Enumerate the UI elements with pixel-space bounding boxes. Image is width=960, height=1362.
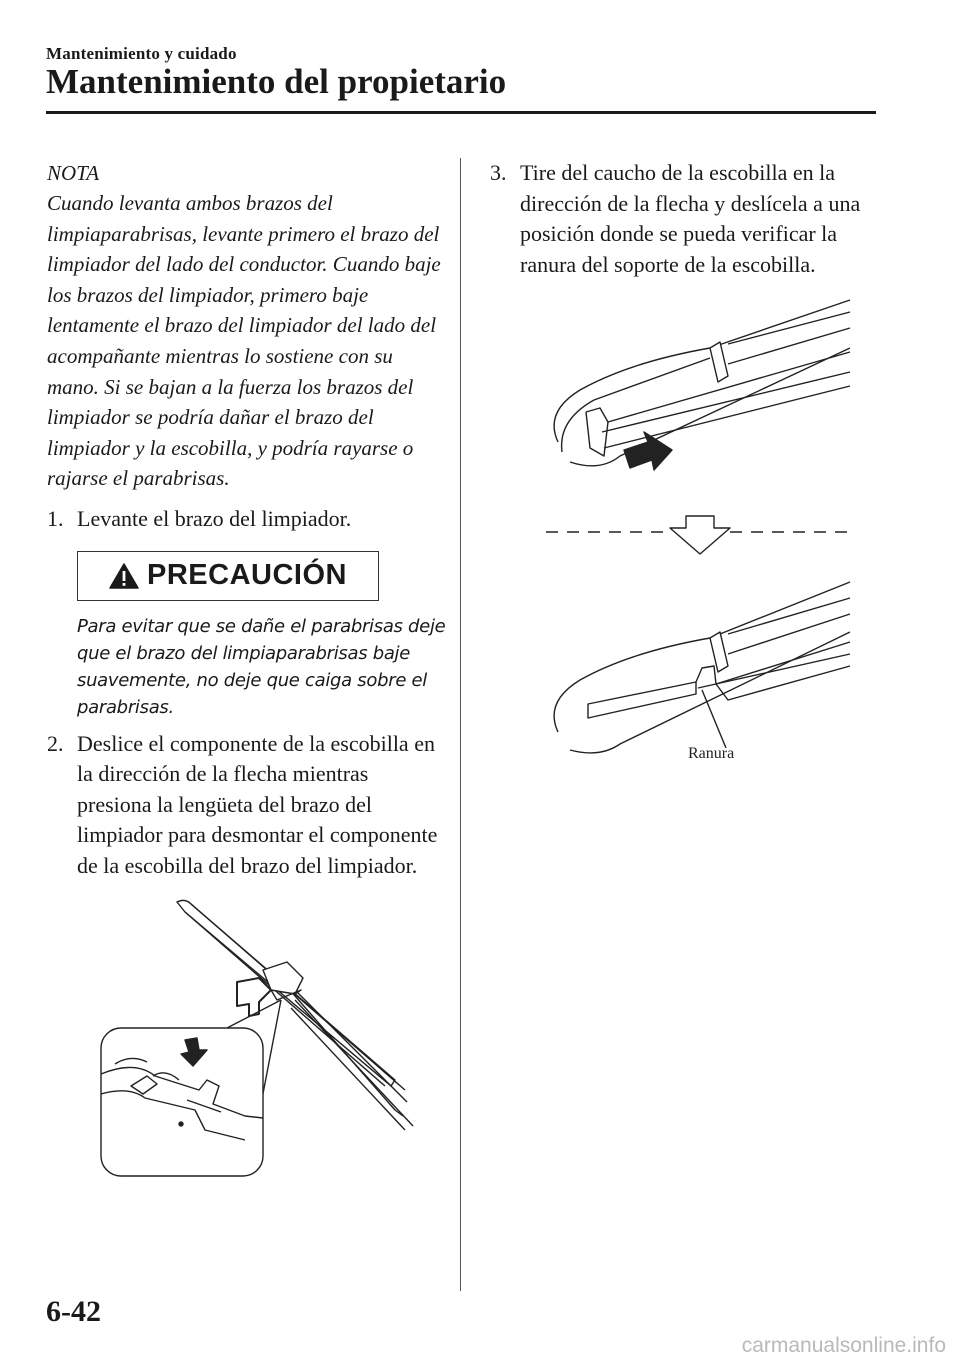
step-text: Levante el brazo del limpiador. xyxy=(77,505,352,531)
step-2 xyxy=(47,729,445,882)
step-number: 1. xyxy=(47,505,64,531)
left-column xyxy=(47,158,445,882)
step-1 xyxy=(47,504,445,535)
note-label: NOTA xyxy=(47,161,100,185)
caution-title: PRECAUCIÓN xyxy=(147,559,347,592)
caution-box xyxy=(77,551,379,601)
title-rule xyxy=(46,111,876,114)
watermark: carmanualsonline.info xyxy=(741,1334,946,1357)
warning-triangle-icon xyxy=(109,563,139,589)
step-number: 3. xyxy=(490,160,507,185)
right-column xyxy=(490,158,870,280)
page-number: 6-42 xyxy=(46,1295,101,1328)
wiper-rubber-slide-figure xyxy=(540,292,860,767)
note-body: Cuando levanta ambos brazos del limpiaparabrisas, levante primero el brazo del limpiador del lado del conductor. Cuando baje los brazos del limpiador, primero baje lentamente el brazo del limpiador del lado del acompañante mientras lo sostiene con su mano. Si se bajan a la fuerza los brazos del limpiador se podría dañar el brazo del limpiador y la escobilla, y podría rayarse o rajarse el parabrisas. xyxy=(47,191,441,491)
step-3 xyxy=(490,158,870,280)
section-label: Mantenimiento y cuidado xyxy=(46,44,237,63)
step-number: 2. xyxy=(47,730,64,756)
wiper-blade-removal-figure xyxy=(95,890,415,1190)
caution-text: Para evitar que se dañe el parabrisas deje que el brazo del limpiaparabrisas baje suavemente, no deje que caiga sobre el parabrisas. xyxy=(77,615,446,718)
arrow-icon xyxy=(624,432,672,470)
figure-caption-groove: Ranura xyxy=(688,745,735,762)
step-text: Tire del caucho de la escobilla en la dirección de la flecha y deslícela a una posición donde se pueda verificar la ranura del soporte de la escobilla. xyxy=(520,160,861,277)
step-text: Deslice el componente de la escobilla en la dirección de la flecha mientras presiona la lengüeta del brazo del limpiador para desmontar el componente de la escobilla del brazo del limpiador. xyxy=(77,730,438,878)
page-title: Mantenimiento del propietario xyxy=(46,62,507,101)
column-divider xyxy=(460,158,461,1291)
